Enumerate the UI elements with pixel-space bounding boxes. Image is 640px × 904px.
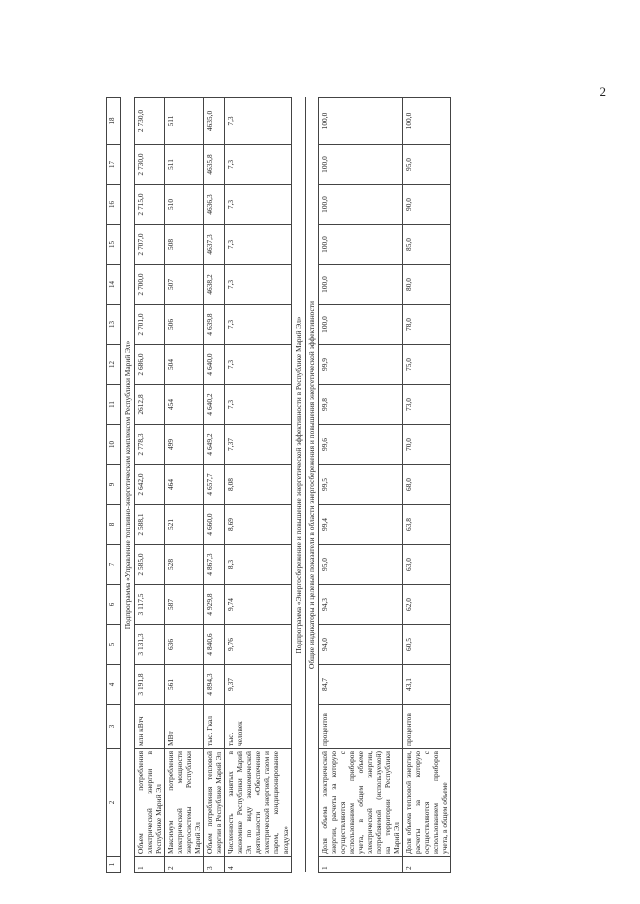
value-cell: 85,0 <box>402 225 450 265</box>
value-cell: 7,37 <box>225 425 291 465</box>
value-cell: 3 131,3 <box>135 625 165 665</box>
page-number: 2 <box>599 84 606 99</box>
row-number: 1 <box>135 857 165 873</box>
column-number: 12 <box>107 345 121 385</box>
indicator-name: Доля объема электрической энергии, расчеты за которую осуществляются с использованием приборов учета, в общем объеме электрической энергии, потребляемой (используемой) на территории Республики Марий Эл <box>318 749 402 857</box>
section-title-row <box>121 98 135 873</box>
value-cell: 4635,8 <box>204 145 225 185</box>
table-body <box>121 98 451 873</box>
value-cell: 2 707,0 <box>135 225 165 265</box>
value-cell: 2 700,0 <box>135 265 165 305</box>
row-number: 1 <box>318 857 402 873</box>
value-cell: 9,76 <box>225 625 291 665</box>
unit-cell: МВт <box>165 705 204 749</box>
section-title: Подпрограмма «Управление топливно-энергетическим комплексом Республики Марий Эл» <box>121 98 135 873</box>
value-cell: 2 701,0 <box>135 305 165 345</box>
value-cell: 4 929,8 <box>204 585 225 625</box>
row-number: 2 <box>402 857 450 873</box>
row-number: 2 <box>165 857 204 873</box>
column-number: 9 <box>107 465 121 505</box>
value-cell: 587 <box>165 585 204 625</box>
value-cell: 4 649,2 <box>204 425 225 465</box>
value-cell: 4 657,7 <box>204 465 225 505</box>
value-cell: 60,5 <box>402 625 450 665</box>
column-number: 15 <box>107 225 121 265</box>
value-cell: 2 686,0 <box>135 345 165 385</box>
column-number: 16 <box>107 185 121 225</box>
value-cell: 63,8 <box>402 505 450 545</box>
value-cell: 506 <box>165 305 204 345</box>
value-cell: 7,3 <box>225 145 291 185</box>
value-cell: 7,3 <box>225 185 291 225</box>
value-cell: 100,0 <box>318 265 402 305</box>
indicator-name: Максимум потребления электрической мощности энергосистемы Республики Марий Эл <box>165 749 204 857</box>
row-number: 4 <box>225 857 291 873</box>
column-number: 18 <box>107 98 121 145</box>
value-cell: 43,1 <box>402 665 450 705</box>
value-cell: 70,0 <box>402 425 450 465</box>
value-cell: 4 639,8 <box>204 305 225 345</box>
value-cell: 90,0 <box>402 185 450 225</box>
value-cell: 80,0 <box>402 265 450 305</box>
column-number: 1 <box>107 857 121 873</box>
column-number: 10 <box>107 425 121 465</box>
value-cell: 94,3 <box>318 585 402 625</box>
unit-cell: процентов <box>402 705 450 749</box>
value-cell: 504 <box>165 345 204 385</box>
section-subtitle: Общие индикаторы и целевые показатели в области энергосбережения и повышения энергетической эффективности <box>305 98 318 873</box>
value-cell: 528 <box>165 545 204 585</box>
value-cell: 4637,3 <box>204 225 225 265</box>
unit-cell: млн кВтч <box>135 705 165 749</box>
value-cell: 561 <box>165 665 204 705</box>
value-cell: 94,0 <box>318 625 402 665</box>
value-cell: 68,0 <box>402 465 450 505</box>
value-cell: 4 867,3 <box>204 545 225 585</box>
value-cell: 75,0 <box>402 345 450 385</box>
unit-cell: тыс. Гкал <box>204 705 225 749</box>
value-cell: 100,0 <box>402 98 450 145</box>
value-cell: 7,3 <box>225 345 291 385</box>
value-cell: 2 588,1 <box>135 505 165 545</box>
table-row <box>204 98 225 873</box>
value-cell: 100,0 <box>318 225 402 265</box>
value-cell: 99,8 <box>318 385 402 425</box>
value-cell: 4636,3 <box>204 185 225 225</box>
value-cell: 99,4 <box>318 505 402 545</box>
value-cell: 3 117,5 <box>135 585 165 625</box>
value-cell: 510 <box>165 185 204 225</box>
table-row <box>165 98 204 873</box>
column-number: 5 <box>107 625 121 665</box>
value-cell: 636 <box>165 625 204 665</box>
value-cell: 8,08 <box>225 465 291 505</box>
rotated-table-container <box>106 98 528 873</box>
value-cell: 3 191,8 <box>135 665 165 705</box>
value-cell: 499 <box>165 425 204 465</box>
value-cell: 7,3 <box>225 225 291 265</box>
value-cell: 84,7 <box>318 665 402 705</box>
value-cell: 2 585,0 <box>135 545 165 585</box>
column-number: 2 <box>107 749 121 857</box>
indicator-name: Численность занятых в экономике Республики Марий Эл по виду экономической деятельности «Обеспечение электрической энергией, газом и паром, кондиционирование воздуха» <box>225 749 291 857</box>
value-cell: 2 715,0 <box>135 185 165 225</box>
value-cell: 62,0 <box>402 585 450 625</box>
value-cell: 4 840,6 <box>204 625 225 665</box>
column-number: 13 <box>107 305 121 345</box>
value-cell: 454 <box>165 385 204 425</box>
value-cell: 99,5 <box>318 465 402 505</box>
value-cell: 9,74 <box>225 585 291 625</box>
table-row <box>225 98 291 873</box>
value-cell: 100,0 <box>318 305 402 345</box>
value-cell: 511 <box>165 98 204 145</box>
value-cell: 8,69 <box>225 505 291 545</box>
value-cell: 7,3 <box>225 305 291 345</box>
row-number: 3 <box>204 857 225 873</box>
value-cell: 7,3 <box>225 385 291 425</box>
value-cell: 95,0 <box>318 545 402 585</box>
value-cell: 9,37 <box>225 665 291 705</box>
value-cell: 521 <box>165 505 204 545</box>
value-cell: 99,9 <box>318 345 402 385</box>
value-cell: 99,6 <box>318 425 402 465</box>
section-title: Подпрограмма «Энергосбережение и повышение энергетической эффективности в Республике Марий Эл» <box>291 98 305 873</box>
unit-cell: тыс. человек <box>225 705 291 749</box>
value-cell: 511 <box>165 145 204 185</box>
value-cell: 4635,0 <box>204 98 225 145</box>
value-cell: 4 660,0 <box>204 505 225 545</box>
value-cell: 464 <box>165 465 204 505</box>
value-cell: 4 640,2 <box>204 385 225 425</box>
value-cell: 73,0 <box>402 385 450 425</box>
value-cell: 2 730,0 <box>135 98 165 145</box>
table-row <box>135 98 165 873</box>
value-cell: 8,3 <box>225 545 291 585</box>
value-cell: 63,0 <box>402 545 450 585</box>
value-cell: 100,0 <box>318 185 402 225</box>
column-number: 11 <box>107 385 121 425</box>
column-number: 8 <box>107 505 121 545</box>
indicator-name: Объем потребления тепловой энергии в Республике Марий Эл <box>204 749 225 857</box>
column-number: 14 <box>107 265 121 305</box>
indicator-name: Доля объема тепловой энергии, расчеты за которую осуществляются с использованием приборов учета, в общем объеме <box>402 749 450 857</box>
value-cell: 7,3 <box>225 265 291 305</box>
indicator-name: Объем потребления электрической энергии в Республике Марий Эл <box>135 749 165 857</box>
value-cell: 507 <box>165 265 204 305</box>
section-subtitle-row <box>305 98 318 873</box>
value-cell: 78,0 <box>402 305 450 345</box>
column-number: 6 <box>107 585 121 625</box>
value-cell: 2 778,3 <box>135 425 165 465</box>
value-cell: 4 640,0 <box>204 345 225 385</box>
value-cell: 2 730,0 <box>135 145 165 185</box>
value-cell: 2 642,0 <box>135 465 165 505</box>
column-number: 4 <box>107 665 121 705</box>
table-row <box>402 98 450 873</box>
unit-cell: процентов <box>318 705 402 749</box>
value-cell: 7,3 <box>225 98 291 145</box>
section-title-row <box>291 98 305 873</box>
column-number: 3 <box>107 705 121 749</box>
value-cell: 4 894,3 <box>204 665 225 705</box>
value-cell: 2612,8 <box>135 385 165 425</box>
value-cell: 100,0 <box>318 98 402 145</box>
value-cell: 4638,2 <box>204 265 225 305</box>
column-number: 17 <box>107 145 121 185</box>
value-cell: 95,0 <box>402 145 450 185</box>
value-cell: 508 <box>165 225 204 265</box>
table-row <box>318 98 402 873</box>
indicators-table <box>106 97 451 873</box>
value-cell: 100,0 <box>318 145 402 185</box>
column-number: 7 <box>107 545 121 585</box>
header-row <box>107 98 121 873</box>
